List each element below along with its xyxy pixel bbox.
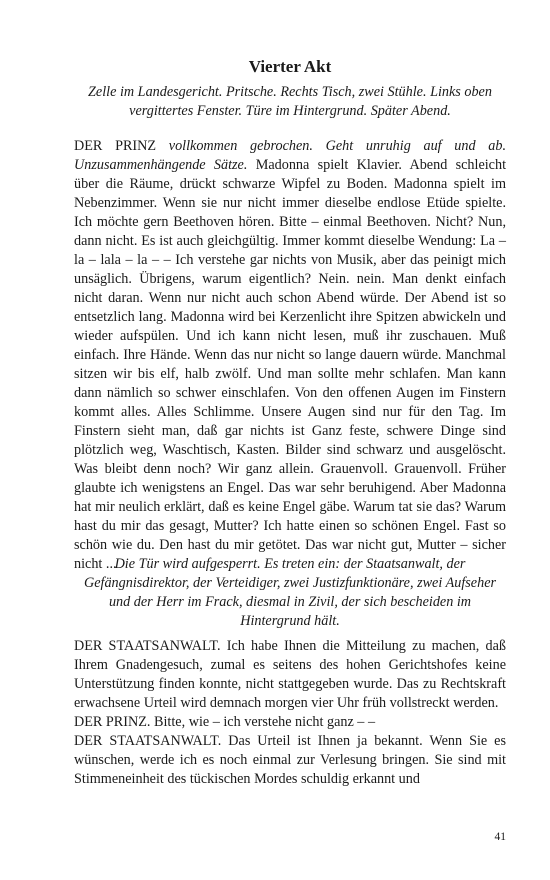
dialogue-line bbox=[74, 713, 506, 732]
dialogue-text: Das Urteil ist Ihnen ja bekannt. Wenn Sie es wünschen, werde ich es noch einmal zur Verlesung bringen. Sie sind mit Stimmeneinheit des tückischen Mordes schuldig erkannt und bbox=[74, 733, 506, 787]
speaker-name: DER STAATSANWALT. bbox=[74, 638, 221, 654]
act-heading: Vierter Akt bbox=[248, 57, 332, 76]
monologue-text: Madonna spielt Klavier. Abend schleicht über die Räume, drückt schwarze Wipfel zu Boden. Madonna spielt im Nebenzimmer. Wenn sie nur nicht immer dieselbe endlose Etüde spielte. Ich möchte gern Beethoven hören. Bitte – einmal Beethoven. Nicht? Nun, dann nicht. Es ist auch gleichgültig. Immer kommt dieselbe Wendung: La – la – lala – la – – Ich verstehe gar nichts von Musik, aber das peinigt mich unsäglich. Übrigens, warum eigentlich? Nein. nein. Man denkt einfach nicht daran. Wenn nur nicht auch schon Abend würde. Der Abend ist so entsetzlich lang. Madonna wird bei Kerzenlicht ihre Spitzen abwickeln und wieder aufspülen. Und ich kann nicht lesen, muß ihr zuschauen. Muß einfach. Ihre Hände. Wenn das nur nicht so lange dauern würde. Manchmal sitzen wir bis elf, halb zwölf. Und man sollte mehr schlafen. Man kann dann nämlich so schwer einschlafen. Von den offenen Augen im Finstern kommt alles. Alles Schlimme. Unsere Augen sind nur für den Tag. Im Finstern sieht man, daß gar nichts ist Ganz feste, schwere Dinge sind plötzlich weg, Waschtisch, Kasten. Bilder sind schwarz und ausgelöscht. Was bleibt denn noch? Wir ganz allein. Grauenvoll. Grauenvoll. Früher glaubte ich wenigstens an Engel. Das war sehr beruhigend. Aber Madonna hat mir neulich erklärt, daß es keine Engel gäbe. Warum tat sie das? Warum hast du mir das gesagt, Mutter? Ich hatte einen so schönen Engel. Fast so schön wie du. Den hast du mir getötet. Das war nicht gut, Mutter – sicher nicht ... bbox=[74, 157, 507, 572]
stage-direction-opening: Zelle im Landesgericht. Pritsche. Rechts Tisch, zwei Stühle. Links oben vergittertes Fenster. Türe im Hintergrund. Später Abend. bbox=[88, 84, 492, 119]
speaker-name: DER PRINZ bbox=[74, 138, 157, 154]
book-page bbox=[74, 0, 506, 880]
stage-direction-entrance: Die Tür wird aufgesperrt. Es treten ein: der Staatsanwalt, der Gefängnisdirektor, der Verteidiger, zwei Justizfunktionäre, zwei Aufseher und der Herr im Frack, diesmal in Zivil, der sich bescheiden im Hintergrund hält. bbox=[83, 556, 497, 629]
speaker-name: DER PRINZ. bbox=[74, 714, 151, 730]
prince-monologue bbox=[74, 137, 506, 574]
page-number: 41 bbox=[494, 831, 506, 843]
speaker-direction: vollkommen gebrochen. Geht unruhig auf und ab. Unzusammenhängende Sätze. bbox=[74, 138, 507, 173]
dialogue-text: Ich habe Ihnen die Mitteilung zu machen, daß Ihrem Gnadengesuch, zumal es seitens des hohen Gerichtshofes keine Unterstützung finden konnte, nicht stattgegeben wurde. Das zu Rechtskraft erwachsene Urteil wird demnach morgen vier Uhr früh vollstreckt werden. bbox=[74, 638, 506, 711]
monologue-paragraph bbox=[74, 137, 506, 574]
dialogue-line bbox=[74, 732, 506, 789]
dialogue-block bbox=[74, 637, 506, 789]
dialogue-text: Bitte, wie – ich verstehe nicht ganz – – bbox=[154, 714, 376, 730]
speaker-name: DER STAATSANWALT. bbox=[74, 733, 222, 749]
dialogue-line bbox=[74, 637, 506, 713]
